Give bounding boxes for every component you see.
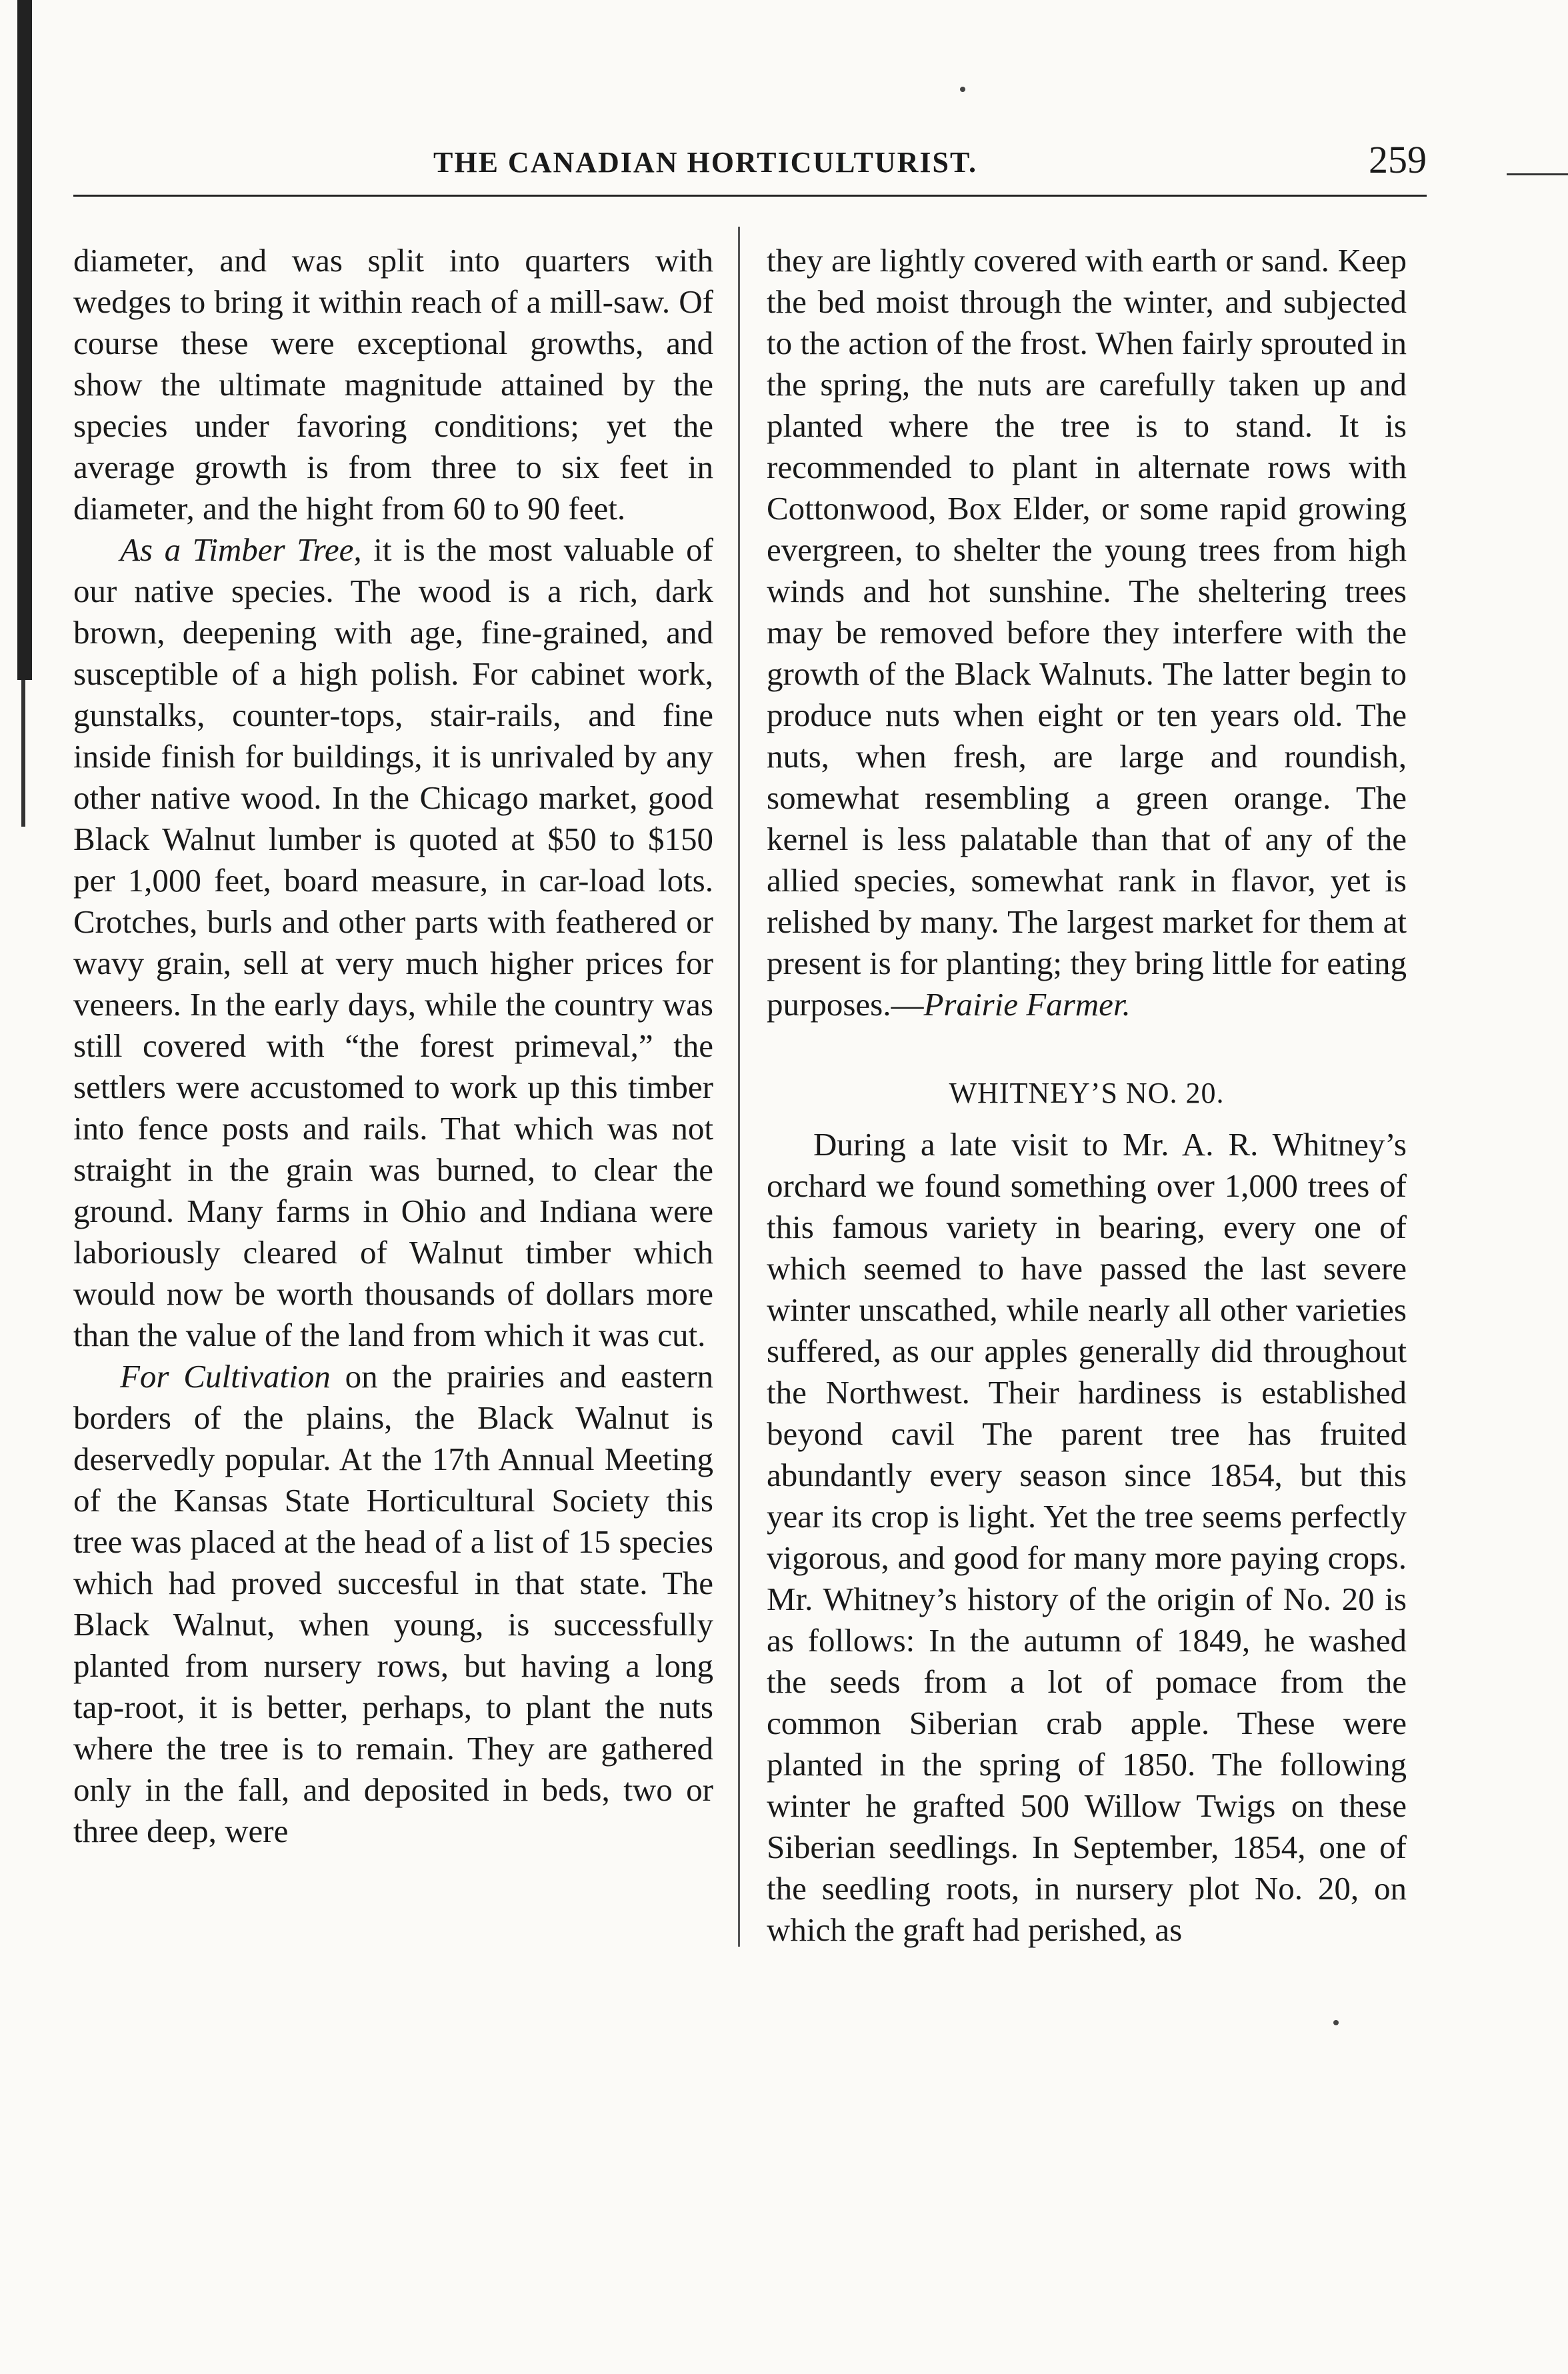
paragraph-text: it is the most valuable of our native species. The wood is a rich, dark brown, deepening with age, fine-grained, and susceptible of a high polish. For cabinet work, gunstalks, counter-tops, stair-rails, and fine inside finish for buildings, it is unrivaled by any other native wood. In the Chicago market, good Black Walnut lumber is quoted at $50 to $150 per 1,000 feet, board measure, in car-load lots. Crotches, burls and other parts with feathered or wavy grain, sell at very much higher prices for veneers. In the early days, while the country was still covered with “the forest primeval,” the settlers were accustomed to work up this timber into fence posts and rails. That which was not straight in the grain was burned, to clear the ground. Many farms in Ohio and Indiana were laboriously cleared of Walnut timber which would now be worth thousands of dollars more than the value of the land from which it was cut. <box>73 531 713 1353</box>
page-header <box>73 133 1427 200</box>
column-divider <box>738 227 740 1947</box>
paragraph <box>73 1356 713 1852</box>
run-in-heading: As a Timber Tree, <box>120 531 362 568</box>
paragraph <box>767 240 1407 1025</box>
page-number: 259 <box>1369 138 1427 181</box>
paragraph <box>73 529 713 1356</box>
paragraph: During a late visit to Mr. A. R. Whitney’s orchard we found something over 1,000 trees of this famous variety in bearing, every one of which seemed to have passed the last severe winter unscathed, while nearly all other varieties suffered, as our apples generally did throughout the Northwest. Their hardiness is established beyond cavil The parent tree has fruited abundantly every season since 1854, but this year its crop is light. Yet the tree seems perfectly vigorous, and good for many more paying crops. Mr. Whitney’s history of the origin of No. 20 is as follows: In the autumn of 1849, he washed the seeds from a lot of pomace from the common Siberian crab apple. These were planted in the spring of 1850. The following winter he grafted 500 Willow Twigs on these Siberian seedlings. In September, 1854, one of the seedling roots, in nursery plot No. 20, on which the graft had perished, as <box>767 1126 1407 1948</box>
right-column <box>767 240 1407 1951</box>
speck <box>960 87 965 92</box>
binding-edge <box>17 0 32 680</box>
paragraph: diameter, and was split into quarters with wedges to bring it within reach of a mill-saw. Of course these were exceptional growths, and show the ultimate magnitude attained by the species under favoring conditions; yet the average growth is from three to six feet in diameter, and the hight from 60 to 90 feet. <box>73 242 713 527</box>
paragraph-text: they are lightly covered with earth or sand. Keep the bed moist through the winter, and subjected to the action of the frost. When fairly sprouted in the spring, the nuts are carefully taken up and planted where the tree is to stand. It is recommended to plant in alternate rows with Cottonwood, Box Elder, or some rapid growing evergreen, to shelter the young trees from high winds and hot sunshine. The sheltering trees may be removed before they interfere with the growth of the Black Walnuts. The latter begin to produce nuts when eight or ten years old. The nuts, when fresh, are large and roundish, somewhat resembling a green orange. The kernel is less palatable than that of any of the allied species, somewhat rank in flavor, yet is relished by many. The largest market for them at present is for planting; they bring little for eating purposes.— <box>767 242 1407 1023</box>
paragraph-text: on the prairies and eastern borders of the plains, the Black Walnut is deservedly popular. At the 17th Annual Meeting of the Kansas State Horticultural Society this tree was placed at the head of a list of 15 species which had proved succesful in that state. The Black Walnut, when young, is successfully planted from nursery rows, but having a long tap-root, it is better, perhaps, to plant the nuts where the tree is to remain. They are gathered only in the fall, and deposited in beds, two or three deep, were <box>73 1358 714 1849</box>
section-title: WHITNEY’S NO. 20. <box>949 1077 1225 1109</box>
binding-edge-lower <box>21 680 25 827</box>
running-title: THE CANADIAN HORTICULTURIST. <box>433 146 978 179</box>
source-citation: Prairie Farmer. <box>923 986 1131 1023</box>
header-rule <box>73 195 1427 197</box>
run-in-heading: For Cultivation <box>120 1358 331 1395</box>
speck <box>1333 2020 1339 2025</box>
left-column <box>73 240 713 1852</box>
margin-mark <box>1507 173 1568 175</box>
